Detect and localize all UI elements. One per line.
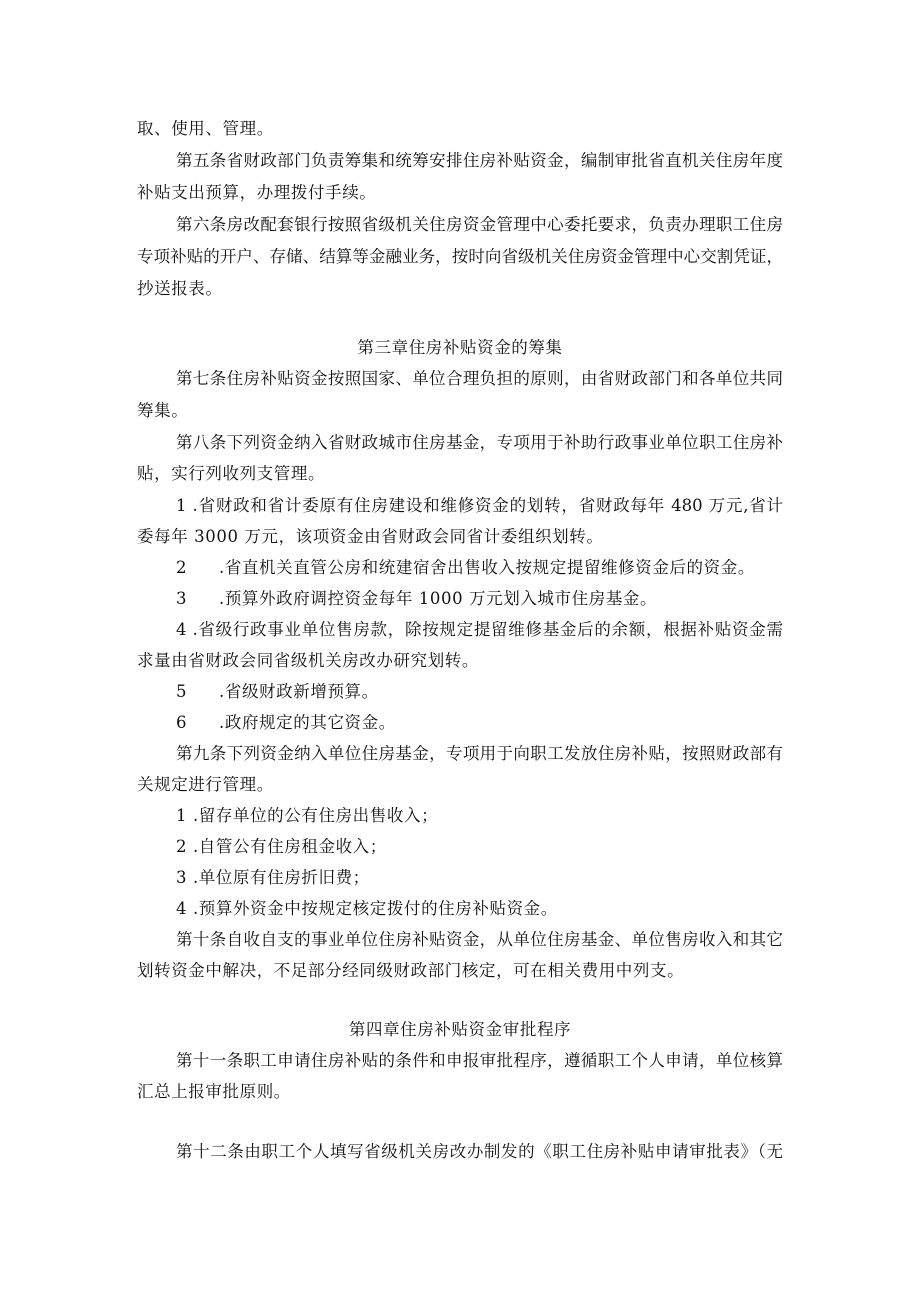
item-4-line-1: 4 .省级行政事业单位售房款，除按规定提留维修基金后的余额，根据补贴资金需: [176, 620, 783, 639]
article-9-line-2: 关规定进行管理。: [137, 775, 274, 794]
article-10-line-2: 划转资金中解决，不足部分经同级财政部门核定，可在相关费用中列支。: [137, 961, 685, 980]
article-6-line-3: 抄送报表。: [137, 279, 223, 298]
item-2-text: .省直机关直管公房和统建宿舍出售收入按规定提留维修资金后的资金。: [219, 558, 755, 577]
article-10-line-1: 第十条自收自支的事业单位住房补贴资金，从单位住房基金、单位售房收入和其它: [176, 930, 783, 949]
chapter-4-heading: 第四章住房补贴资金审批程序: [348, 1020, 572, 1039]
article-12-line-1: 第十二条由职工个人填写省级机关房改办制发的《职工住房补贴申请审批表》（无: [176, 1142, 783, 1161]
article-6-line-1: 第六条房改配套银行按照省级机关住房资金管理中心委托要求，负责办理职工住房: [176, 215, 783, 234]
article-7-line-2: 筹集。: [137, 401, 189, 420]
article-9-item-4: 4 .预算外资金中按规定核定拨付的住房补贴资金。: [176, 899, 558, 918]
article-9-line-1: 第九条下列资金纳入单位住房基金，专项用于向职工发放住房补贴，按照财政部有: [176, 744, 783, 763]
article-9-item-3: 3 .单位原有住房折旧费；: [176, 868, 370, 887]
item-1-line-1: 1 .省财政和省计委原有住房建设和维修资金的划转，省财政每年 480 万元,省计: [176, 496, 783, 515]
article-11-line-2: 汇总上报审批原则。: [137, 1082, 291, 1101]
article-8-line-1: 第八条下列资金纳入省财政城市住房基金，专项用于补助行政事业单位职工住房补: [176, 433, 783, 452]
item-6-number: 6: [176, 713, 188, 732]
article-9-item-2: 2 .自管公有住房租金收入；: [176, 837, 387, 856]
text-line: 取、使用、管理。: [137, 119, 274, 138]
chapter-3-heading: 第三章住房补贴资金的筹集: [357, 338, 563, 357]
item-1-line-2: 委每年 3000 万元，该项资金由省财政会同省计委组织划转。: [137, 527, 604, 546]
article-7-line-1: 第七条住房补贴资金按照国家、单位合理负担的原则，由省财政部门和各单位共同: [176, 369, 783, 388]
article-6-line-2: 专项补贴的开户、存储、结算等金融业务，按时向省级机关住房资金管理中心交割凭证，: [137, 247, 783, 266]
item-3-number: 3: [176, 589, 188, 608]
item-6-text: .政府规定的其它资金。: [219, 713, 396, 732]
item-5-number: 5: [176, 682, 188, 701]
article-11-line-1: 第十一条职工申请住房补贴的条件和申报审批程序，遵循职工个人申请，单位核算: [176, 1051, 783, 1070]
item-5-text: .省级财政新增预算。: [219, 682, 379, 701]
item-3-text: .预算外政府调控资金每年 1000 万元划入城市住房基金。: [219, 589, 658, 608]
article-8-line-2: 贴，实行列收列支管理。: [137, 464, 326, 483]
article-5-line-2: 补贴支出预算，办理拨付手续。: [137, 183, 377, 202]
article-5-line-1: 第五条省财政部门负责筹集和统筹安排住房补贴资金，编制审批省直机关住房年度: [176, 151, 783, 170]
item-2-number: 2: [176, 558, 188, 577]
item-4-line-2: 求量由省财政会同省级机关房改办研究划转。: [137, 651, 479, 670]
article-9-item-1: 1 .留存单位的公有住房出售收入；: [176, 806, 439, 825]
